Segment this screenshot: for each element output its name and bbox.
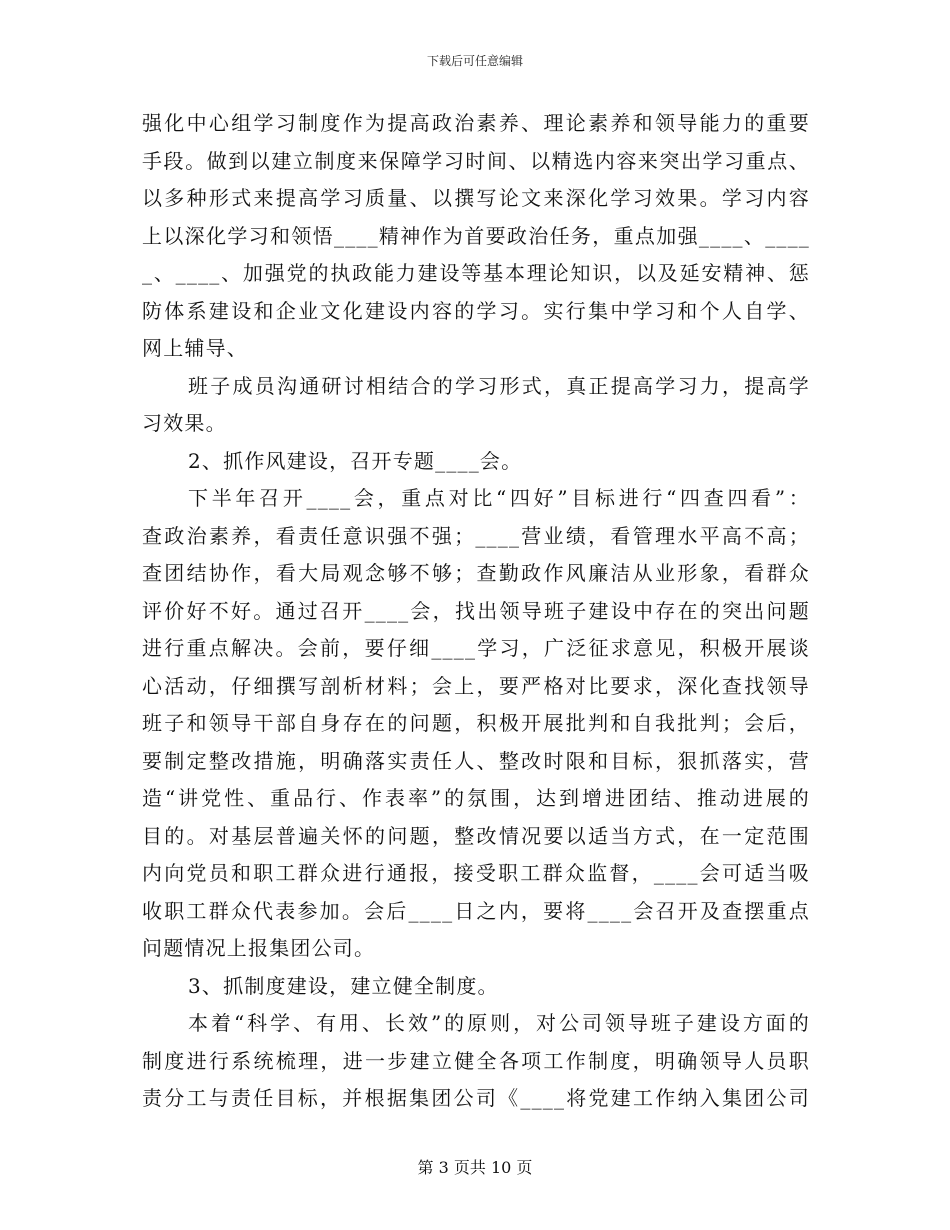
- paragraph-line: 班子和领导干部自身存在的问题，积极开展批判和自我批判；会后，: [142, 711, 810, 735]
- paragraph-line: 本着“科学、有用、长效”的原则，对公司领导班子建设方面的: [188, 1011, 810, 1035]
- paragraph-line: 心活动，仔细撰写剖析材料；会上，要严格对比要求，深化查找领导: [142, 673, 810, 698]
- paragraph-line: 班子成员沟通研讨相结合的学习形式，真正提高学习力，提高学: [188, 373, 810, 398]
- paragraph-line: 问题情况上报集团公司。: [142, 936, 376, 960]
- section-heading: 2、抓作风建设，召开专题____会。: [188, 448, 523, 473]
- document-body: [142, 105, 810, 1118]
- paragraph-line: 造“讲党性、重品行、作表率”的氛围，达到增进团结、推动进展的: [142, 786, 810, 810]
- paragraph-line: 下半年召开____会，重点对比“四好”目标进行“四查四看”：: [188, 486, 810, 510]
- paragraph-line: 上以深化学习和领悟____精神作为首要政治任务，重点加强____、____: [142, 223, 810, 248]
- paragraph-line: 制度进行系统梳理，进一步建立健全各项工作制度，明确领导人员职: [142, 1048, 810, 1073]
- paragraph-line: 目的。对基层普遍关怀的问题，整改情况要以适当方式，在一定范围: [142, 823, 810, 848]
- paragraph-line: 查政治素养，看责任意识强不强；____营业绩，看管理水平高不高；: [142, 523, 810, 548]
- paragraph-line: 手段。做到以建立制度来保障学习时间、以精选内容来突出学习重点、: [142, 148, 810, 173]
- page-header: 下载后可任意编辑: [426, 54, 523, 68]
- paragraph-line: 责分工与责任目标，并根据集团公司《____将党建工作纳入集团公司: [142, 1086, 810, 1110]
- paragraph-line: 查团结协作，看大局观念够不够；查勤政作风廉洁从业形象，看群众: [142, 561, 810, 585]
- paragraph-line: 网上辅导、: [142, 336, 248, 360]
- page-footer: 第 3 页共 10 页: [417, 1158, 533, 1177]
- section-heading: 3、抓制度建设，建立健全制度。: [188, 973, 499, 998]
- paragraph-line: 强化中心组学习制度作为提高政治素养、理论素养和领导能力的重要: [142, 111, 810, 135]
- paragraph-line: 要制定整改措施，明确落实责任人、整改时限和目标，狠抓落实，营: [142, 748, 810, 773]
- paragraph-line: 以多种形式来提高学习质量、以撰写论文来深化学习效果。学习内容: [142, 186, 810, 210]
- paragraph-line: 习效果。: [142, 411, 227, 435]
- paragraph-line: 防体系建设和企业文化建设内容的学习。实行集中学习和个人自学、: [142, 298, 810, 323]
- paragraph-line: 评价好不好。通过召开____会，找出领导班子建设中存在的突出问题: [142, 598, 810, 623]
- paragraph-line: _、____、加强党的执政能力建设等基本理论知识，以及延安精神、惩: [142, 261, 810, 285]
- paragraph-line: 内向党员和职工群众进行通报，接受职工群众监督，____会可适当吸: [142, 861, 810, 885]
- paragraph-line: 进行重点解决。会前，要仔细____学习，广泛征求意见，积极开展谈: [142, 636, 810, 660]
- paragraph-line: 收职工群众代表参加。会后____日之内，要将____会召开及查摆重点: [142, 898, 810, 923]
